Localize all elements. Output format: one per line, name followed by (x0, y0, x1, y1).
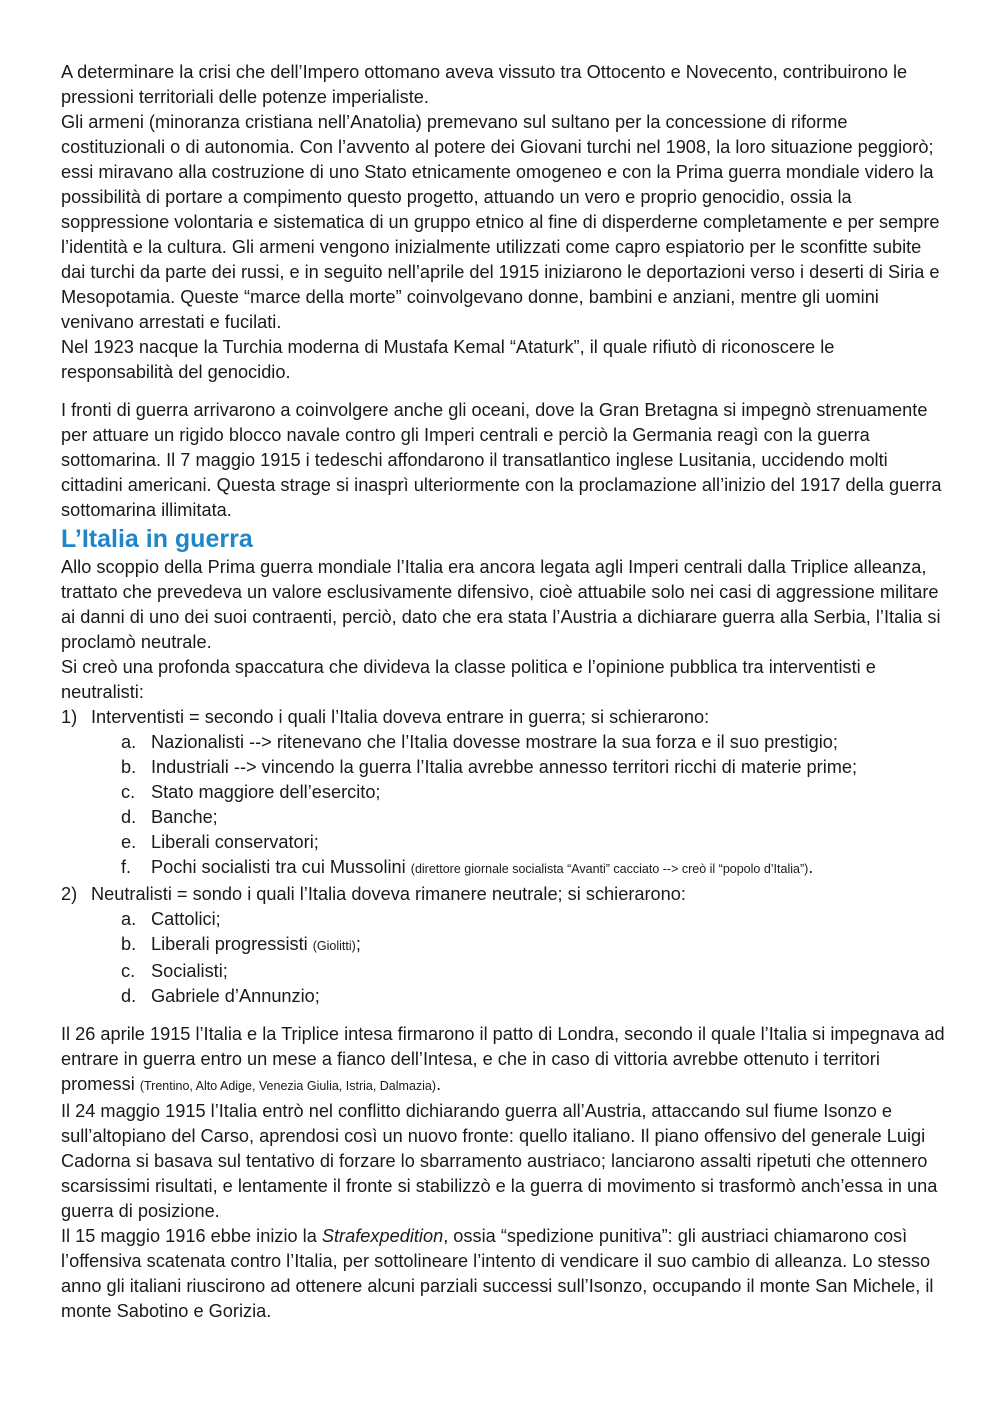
sublist-item (91, 959, 946, 984)
paragraph-gap (61, 385, 946, 398)
sublist-text: Industriali --> vincendo la guerra l’Italia avrebbe annesso territori ricchi di materie prime; (151, 757, 858, 777)
paragraph-italy-neutral: Allo scoppio della Prima guerra mondiale l’Italia era ancora legata agli Imperi centrali dalla Triplice alleanza, trattato che prevedeva un valore esclusivamente difensivo, cioè attuabile solo nei casi di aggressione militare ai danni di uno dei suoi contraenti, perciò, dato che era stata l’Austria a dichiarare guerra alla Serbia, l’Italia si proclamò neutrale. (61, 557, 941, 652)
paragraph-text: Il 26 aprile 1915 l’Italia e la Triplice intesa firmarono il patto di Londra, secondo il quale l’Italia si impegnava ad entrare in guerra entro un mese a fianco dell’Intesa, e che in caso di vittoria avrebbe ottenuto i territori promessi (61, 1024, 945, 1094)
sublist-text: Nazionalisti --> ritenevano che l’Italia dovesse mostrare la sua forza e il suo prestigio; (151, 732, 838, 752)
paragraph-gap (61, 1009, 946, 1022)
paragraph-text-start: Il 15 maggio 1916 ebbe inizio la (61, 1226, 322, 1246)
sublist-letter: d. (121, 807, 137, 827)
paragraph-turkey-1923: Nel 1923 nacque la Turchia moderna di Mustafa Kemal “Ataturk”, il quale rifiutò di riconoscere le responsabilità del genocidio. (61, 337, 835, 382)
sublist-note: (direttore giornale socialista “Avanti” cacciato --> creò il “popolo d’Italia”) (410, 862, 809, 876)
sublist-item (91, 932, 946, 959)
sublist-item (91, 805, 946, 830)
sublist-text: Stato maggiore dell’esercito; (151, 782, 381, 802)
list-number: 2) (61, 884, 78, 904)
paragraph-strafexpedition (61, 1224, 946, 1324)
sublist-text: Gabriele d’Annunzio; (151, 986, 320, 1006)
territories-note: (Trentino, Alto Adige, Venezia Giulia, Istria, Dalmazia) (139, 1079, 437, 1093)
paragraph-ottoman-crisis: A determinare la crisi che dell’Impero ottomano aveva vissuto tra Ottocento e Novecento, contribuirono le pressioni territoriali delle potenze imperialiste. (61, 62, 908, 107)
sublist-letter: d. (121, 986, 137, 1006)
sublist-item (91, 730, 946, 755)
sublist-letter: a. (121, 909, 137, 929)
strafexpedition-term: Strafexpedition (321, 1226, 444, 1246)
sublist-note: (Giolitti) (312, 939, 356, 953)
neutralisti-sublist (91, 907, 946, 1009)
paragraph-patto-londra (61, 1022, 946, 1099)
sublist-item (91, 830, 946, 855)
sublist-letter: b. (121, 934, 137, 954)
paragraph-punct: . (436, 1074, 442, 1094)
sublist-letter: c. (121, 961, 136, 981)
document-page (61, 60, 946, 1324)
sublist-letter: b. (121, 757, 137, 777)
sublist-punct: ; (355, 934, 361, 954)
paragraph-entry-war: Il 24 maggio 1915 l’Italia entrò nel conflitto dichiarando guerra all’Austria, attaccando sul fiume Isonzo e sull’altopiano del Carso, aprendosi così un nuovo fronte: quello italiano. Il piano offensivo del generale Luigi Cadorna si basava sul tentativo di forzare lo sbarramento austriaco; lanciarono assalti ripetuti che ottennero scarsissimi risultati, e lentamente il fronte si stabilizzò e la guerra di movimento si trasformò anch’essa in una guerra di posizione. (61, 1101, 938, 1221)
sublist-item (91, 984, 946, 1009)
sublist-item (91, 855, 946, 882)
interventisti-sublist (91, 730, 946, 882)
sublist-text: Socialisti; (151, 961, 228, 981)
section-heading: L’Italia in guerra (61, 525, 253, 553)
sublist-item (91, 907, 946, 932)
sublist-letter: a. (121, 732, 137, 752)
camps-list (61, 705, 946, 1009)
paragraph-text-end: , ossia “spedizione punitiva”: gli austriaci chiamarono così l’offensiva scatenata contro l’Italia, per sottolineare l’intento di vendicare il suo cambio di alleanza. Lo stesso anno gli italiani riuscirono ad ottenere alcuni parziali successi sull’Isonzo, occupando il monte San Michele, il monte Sabotino e Gorizia. (61, 1226, 934, 1321)
sublist-letter: e. (121, 832, 137, 852)
paragraph-armenians: Gli armeni (minoranza cristiana nell’Anatolia) premevano sul sultano per la concessione di riforme costituzionali o di autonomia. Con l’avvento al potere dei Giovani turchi nel 1908, la loro situazione peggiorò; essi miravano alla costruzione di uno Stato etnicamente omogeneo e con la Prima guerra mondiale videro la possibilità di portare a compimento questo progetto, attuando un vero e proprio genocidio, ossia la soppressione volontaria e sistematica di un gruppo etnico al fine di disperderne completamente e per sempre l’identità e la cultura. Gli armeni vengono inizialmente utilizzati come capro espiatorio per le sconfitte subite dai turchi da parte dei russi, e in seguito nell’aprile del 1915 iniziarono le deportazioni verso i deserti di Siria e Mesopotamia. Queste “marce della morte” coinvolgevano donne, bambini e anziani, mentre gli uomini venivano arrestati e fucilati. (61, 112, 940, 332)
sublist-punct: . (808, 857, 814, 877)
sublist-text: Liberali conservatori; (151, 832, 319, 852)
sublist-text: Cattolici; (151, 909, 221, 929)
sublist-text: Liberali progressisti (151, 934, 308, 954)
list-item-text: Neutralisti = sondo i quali l’Italia doveva rimanere neutrale; si schierarono: (91, 884, 686, 904)
list-item-neutralisti (61, 882, 946, 1009)
list-item-interventisti (61, 705, 946, 882)
sublist-item (91, 780, 946, 805)
paragraph-naval-war: I fronti di guerra arrivarono a coinvolgere anche gli oceani, dove la Gran Bretagna si impegnò strenuamente per attuare un rigido blocco navale contro gli Imperi centrali e perciò la Germania reagì con la guerra sottomarina. Il 7 maggio 1915 i tedeschi affondarono il transatlantico inglese Lusitania, uccidendo molti cittadini americani. Questa strage si inasprì ulteriormente con la proclamazione all’inizio del 1917 della guerra sottomarina illimitata. (61, 400, 942, 520)
paragraph-division: Si creò una profonda spaccatura che divideva la classe politica e l’opinione pubblica tra interventisti e neutralisti: (61, 657, 876, 702)
sublist-text: Pochi socialisti tra cui Mussolini (151, 857, 406, 877)
sublist-letter: f. (121, 857, 132, 877)
list-number: 1) (61, 707, 78, 727)
sublist-text: Banche; (151, 807, 218, 827)
sublist-item (91, 755, 946, 780)
list-item-text: Interventisti = secondo i quali l’Italia doveva entrare in guerra; si schierarono: (91, 707, 710, 727)
sublist-letter: c. (121, 782, 136, 802)
